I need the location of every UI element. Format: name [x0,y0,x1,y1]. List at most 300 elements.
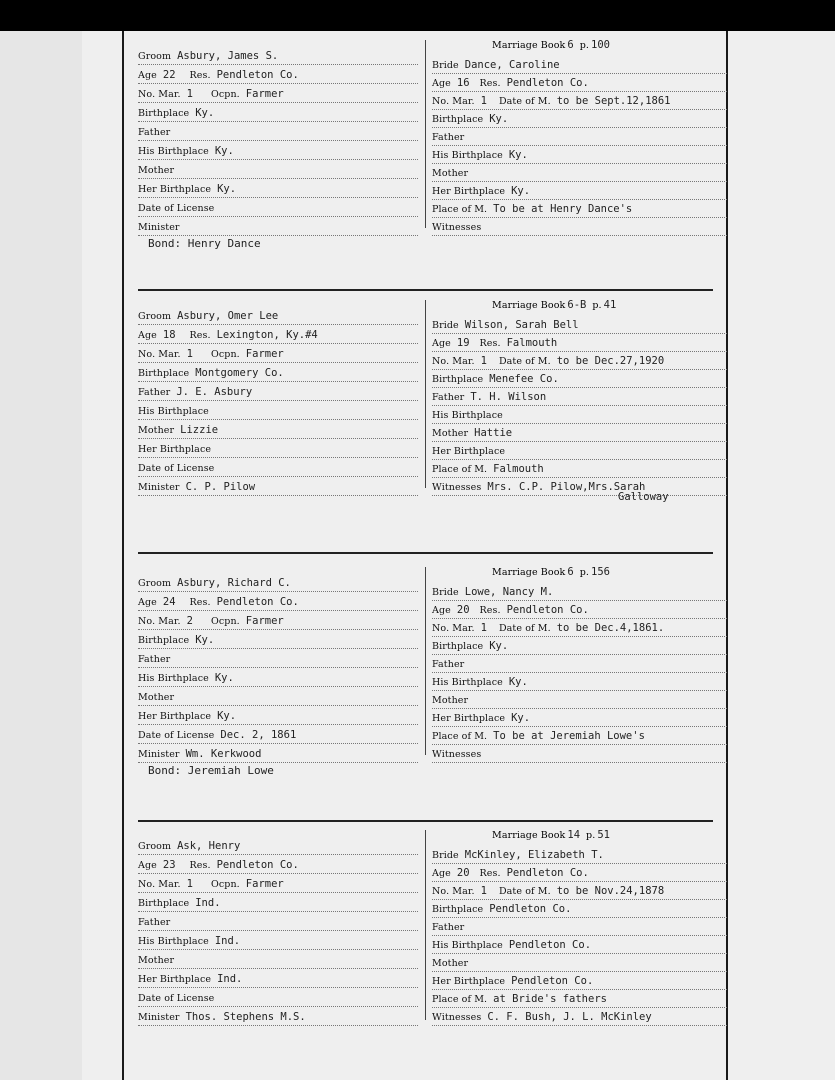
field-label: Date of License [138,993,215,1004]
field-value [464,131,470,143]
field-value: Ky. [511,185,531,197]
column-separator [425,830,426,1020]
field-label: Her Birthplace [138,711,212,722]
field-value: Farmer [245,88,284,100]
field-row [432,1009,727,1026]
field-label: Her Birthplace [432,713,506,724]
field-value: 6-B [567,299,587,311]
field-row [138,727,418,744]
field-row [138,971,418,988]
field-row [138,365,418,382]
field-row [432,183,727,200]
field-value: McKinley, Elizabeth T. [464,849,604,861]
field-label: p. [579,567,590,578]
field-value: Ky. [511,712,531,724]
field-value: to be Dec.4,1861. [556,622,665,634]
field-label: Minister [138,222,180,233]
field-row [138,895,418,912]
field-label: Date of License [138,203,215,214]
field-value: Ky. [217,710,237,722]
field-row [138,479,418,496]
field-row [138,219,418,236]
field-label: Father [432,659,465,670]
field-label: Ocpn. [210,89,240,100]
field-label: Place of M. [432,994,488,1005]
field-value [214,992,220,1004]
field-label: Res. [479,868,501,879]
field-row [138,746,418,763]
field-label: His Birthplace [432,940,503,951]
field-label: Place of M. [432,464,488,475]
field-row [432,638,727,655]
field-value: Pendleton Co. [216,596,299,608]
field-value: 1 [186,878,193,890]
groom-column [138,565,418,765]
field-row [432,201,727,218]
field-label: Ocpn. [210,349,240,360]
field-value: Asbury, Richard C. [177,577,291,589]
field-value: Lizzie [180,424,219,436]
marriage-book-ref [492,39,610,51]
field-label: Marriage Book [492,567,566,578]
field-label: Witnesses [432,482,482,493]
field-label: Res. [479,605,501,616]
field-label: Birthplace [432,114,484,125]
field-row [432,937,727,954]
field-label: Groom [138,841,172,852]
field-value: 22 [162,69,176,81]
marriage-book-ref [492,566,610,578]
field-value: to be Dec.27,1920 [556,355,665,367]
column-separator [425,567,426,755]
field-label: Date of M. [498,886,551,897]
field-value: Ask, Henry [177,840,241,852]
field-row [138,575,418,592]
field-label: Date of License [138,730,215,741]
field-value [180,221,186,233]
field-value: Ky. [508,676,528,688]
field-value: Wilson, Sarah Bell [464,319,579,331]
field-label: Birthplace [138,108,190,119]
field-label: His Birthplace [138,406,209,417]
field-label: Mother [138,165,175,176]
field-value: Farmer [245,878,284,890]
field-label: Mother [432,958,469,969]
field-value: Ky. [214,145,234,157]
field-value: Ky. [489,113,509,125]
field-label: Minister [138,1012,180,1023]
groom-column [138,298,418,498]
field-value [464,658,470,670]
field-value: Montgomery Co. [195,367,284,379]
field-label: Minister [138,482,180,493]
field-row [432,919,727,936]
field-label: Place of M. [432,204,488,215]
field-label: Date of License [138,463,215,474]
field-row [138,632,418,649]
field-label: Age [432,338,451,349]
field-value: 18 [162,329,176,341]
field-label: Her Birthplace [432,186,506,197]
field-label: No. Mar. [138,879,181,890]
field-value [170,916,176,928]
field-label: Groom [138,578,172,589]
field-label: No. Mar. [432,356,475,367]
field-label: Her Birthplace [432,446,506,457]
field-row [432,728,727,745]
field-value: 1 [186,88,193,100]
field-row [138,403,418,420]
field-label: Marriage Book [492,830,566,841]
field-label: Marriage Book [492,40,566,51]
marriage-book-ref [492,829,610,841]
field-row [138,422,418,439]
field-value: Ky. [195,107,215,119]
field-row [138,990,418,1007]
field-value: 1 [480,885,487,897]
field-label: Mother [138,692,175,703]
field-row [432,692,727,709]
field-label: Groom [138,311,172,322]
field-value: 19 [456,337,470,349]
groom-column [138,38,418,238]
field-row [138,384,418,401]
field-value: Pendleton Co. [506,867,589,879]
field-value: Ky. [214,672,234,684]
field-row [432,674,727,691]
field-value: 20 [456,604,470,616]
field-label: Her Birthplace [138,184,212,195]
field-label: No. Mar. [138,616,181,627]
scan-left-margin [0,31,82,1080]
field-label: Mother [432,168,469,179]
field-value: Thos. Stephens M.S. [185,1011,306,1023]
field-label: Groom [138,51,172,62]
field-label: Age [432,78,451,89]
field-value: Asbury, Omer Lee [177,310,279,322]
marriage-record [138,298,713,548]
field-row [138,876,418,893]
field-label: Res. [479,78,501,89]
groom-column [138,828,418,1028]
field-label: Her Birthplace [138,444,212,455]
bride-column [432,565,727,765]
field-value: Mrs. C.P. Pilow,Mrs.Sarah [487,481,646,493]
field-row [432,353,727,370]
field-value: 16 [456,77,470,89]
bond-note: Bond: Jeremiah Lowe [148,764,274,777]
field-row [138,460,418,477]
field-value: Ky. [195,634,215,646]
field-label: Birthplace [432,374,484,385]
field-label: Witnesses [432,749,482,760]
field-label: Ocpn. [210,879,240,890]
field-value [170,653,176,665]
field-row [432,620,727,637]
field-value [174,691,180,703]
field-row [432,461,727,478]
field-value: 100 [591,39,610,51]
field-label: Age [432,868,451,879]
field-row [138,48,418,65]
field-label: No. Mar. [138,349,181,360]
record-divider [138,552,713,554]
field-value: 51 [597,829,611,841]
field-label: Birthplace [432,904,484,915]
field-row [432,219,727,236]
field-value: C. P. Pilow [185,481,256,493]
field-value: Menefee Co. [489,373,559,385]
field-row [432,75,727,92]
witnesses-continuation: Galloway [618,491,669,503]
field-row [432,847,727,864]
field-row [138,933,418,950]
field-value: 156 [591,566,610,578]
field-value: 6 [567,566,574,578]
field-label: Bride [432,587,459,598]
field-value: 1 [186,348,193,360]
field-label: Ocpn. [210,616,240,627]
field-row [138,914,418,931]
field-value [214,202,220,214]
marriage-record [138,565,713,815]
field-value [211,443,217,455]
field-row [432,317,727,334]
field-value: at Bride's fathers [493,993,607,1005]
field-label: Bride [432,320,459,331]
field-value: to be Sept.12,1861 [556,95,671,107]
field-row [432,883,727,900]
field-row [432,111,727,128]
field-value: Dec. 2, 1861 [220,729,297,741]
field-label: p. [579,40,590,51]
field-label: Mother [138,955,175,966]
field-value: 20 [456,867,470,879]
field-value [468,957,474,969]
field-row [138,651,418,668]
field-label: Res. [189,597,211,608]
marriage-record [138,828,713,1078]
field-label: Mother [432,428,469,439]
field-row [138,670,418,687]
bride-column [432,38,727,238]
field-label: No. Mar. [432,623,475,634]
field-value: Pendleton Co. [216,859,299,871]
field-label: Res. [189,860,211,871]
field-value: 23 [162,859,176,871]
field-value [170,126,176,138]
field-label: Birthplace [138,898,190,909]
field-value: Pendleton Co. [506,77,589,89]
field-label: No. Mar. [138,89,181,100]
field-value: Dance, Caroline [464,59,560,71]
field-row [138,105,418,122]
field-label: Birthplace [138,635,190,646]
field-row [138,181,418,198]
field-value: Ind. [214,935,241,947]
field-row [138,67,418,84]
field-row [138,952,418,969]
field-value: Hattie [474,427,513,439]
field-row [432,335,727,352]
field-value: to be Nov.24,1878 [556,885,665,897]
field-label: Mother [138,425,175,436]
field-label: Bride [432,60,459,71]
field-row [432,425,727,442]
field-row [138,689,418,706]
field-label: Birthplace [432,641,484,652]
field-row [432,991,727,1008]
field-value: 41 [603,299,617,311]
field-row [432,746,727,763]
field-label: His Birthplace [432,150,503,161]
field-label: Father [432,392,465,403]
field-label: His Birthplace [432,410,503,421]
field-label: Place of M. [432,731,488,742]
field-row [138,346,418,363]
bride-column [432,828,727,1028]
field-label: Witnesses [432,1012,482,1023]
field-value: 24 [162,596,176,608]
field-label: Her Birthplace [432,976,506,987]
field-value: 14 [567,829,581,841]
field-label: Father [432,922,465,933]
field-row [432,955,727,972]
field-label: His Birthplace [138,936,209,947]
field-value: 1 [480,95,487,107]
field-label: Minister [138,749,180,760]
field-value: Asbury, James S. [177,50,279,62]
field-row [432,656,727,673]
field-row [432,371,727,388]
field-label: Age [138,860,157,871]
field-value [481,748,487,760]
field-label: Father [138,387,171,398]
field-value: Pendleton Co. [216,69,299,81]
field-value: 1 [480,355,487,367]
field-label: His Birthplace [138,146,209,157]
field-value: Pendleton Co. [511,975,594,987]
field-row [138,838,418,855]
field-row [138,143,418,160]
field-row [432,710,727,727]
field-value [214,462,220,474]
field-row [432,901,727,918]
field-value: Ky. [217,183,237,195]
field-label: Mother [432,695,469,706]
field-label: Age [138,330,157,341]
field-label: p. [586,830,596,841]
field-value [464,921,470,933]
field-label: Father [138,917,171,928]
field-value: C. F. Bush, J. L. McKinley [487,1011,652,1023]
field-row [138,200,418,217]
field-label: No. Mar. [432,886,475,897]
field-value [503,409,509,421]
field-value: Ky. [489,640,509,652]
marriage-record [138,38,713,288]
field-row [432,129,727,146]
field-label: Father [432,132,465,143]
scan-top-border [0,0,835,31]
field-value: Pendleton Co. [506,604,589,616]
field-row [138,162,418,179]
field-value: 2 [186,615,193,627]
field-label: Age [432,605,451,616]
field-value: 1 [480,622,487,634]
field-label: Res. [189,330,211,341]
field-row [432,57,727,74]
field-label: Date of M. [498,96,551,107]
field-value: To be at Jeremiah Lowe's [493,730,645,742]
field-label: Marriage Book [492,300,566,311]
field-label: Father [138,127,171,138]
field-label: Age [138,70,157,81]
column-separator [425,40,426,228]
field-label: Birthplace [138,368,190,379]
field-label: Age [138,597,157,608]
field-row [138,124,418,141]
field-label: Witnesses [432,222,482,233]
field-label: p. [592,300,602,311]
field-value [468,167,474,179]
field-value [505,445,511,457]
field-row [138,708,418,725]
field-row [432,165,727,182]
field-value [174,954,180,966]
field-row [432,389,727,406]
field-row [432,584,727,601]
field-value: Farmer [245,348,284,360]
field-label: Res. [189,70,211,81]
field-value: Ind. [195,897,221,909]
field-value: 6 [567,39,574,51]
field-label: His Birthplace [138,673,209,684]
field-row [432,93,727,110]
field-value [174,164,180,176]
field-row [432,602,727,619]
field-value: To be at Henry Dance's [493,203,633,215]
field-value: Farmer [245,615,284,627]
bride-column [432,298,727,503]
field-value [468,694,474,706]
field-row [138,441,418,458]
field-value: Wm. Kerkwood [185,748,262,760]
field-value: Falmouth [506,337,558,349]
field-row [432,865,727,882]
field-row [138,308,418,325]
field-row [138,613,418,630]
field-value: Falmouth [493,463,544,475]
field-label: No. Mar. [432,96,475,107]
record-divider [138,820,713,822]
field-label: Res. [479,338,501,349]
field-value [209,405,215,417]
field-value: T. H. Wilson [470,391,547,403]
field-value: Ind. [217,973,243,985]
field-label: Date of M. [498,356,551,367]
field-row [432,407,727,424]
field-label: Father [138,654,171,665]
field-value [481,221,487,233]
marriage-book-ref [492,299,616,311]
column-separator [425,300,426,488]
field-row [432,147,727,164]
field-label: Her Birthplace [138,974,212,985]
field-label: His Birthplace [432,677,503,688]
left-border-line [122,31,124,1080]
field-value: Pendleton Co. [508,939,592,951]
